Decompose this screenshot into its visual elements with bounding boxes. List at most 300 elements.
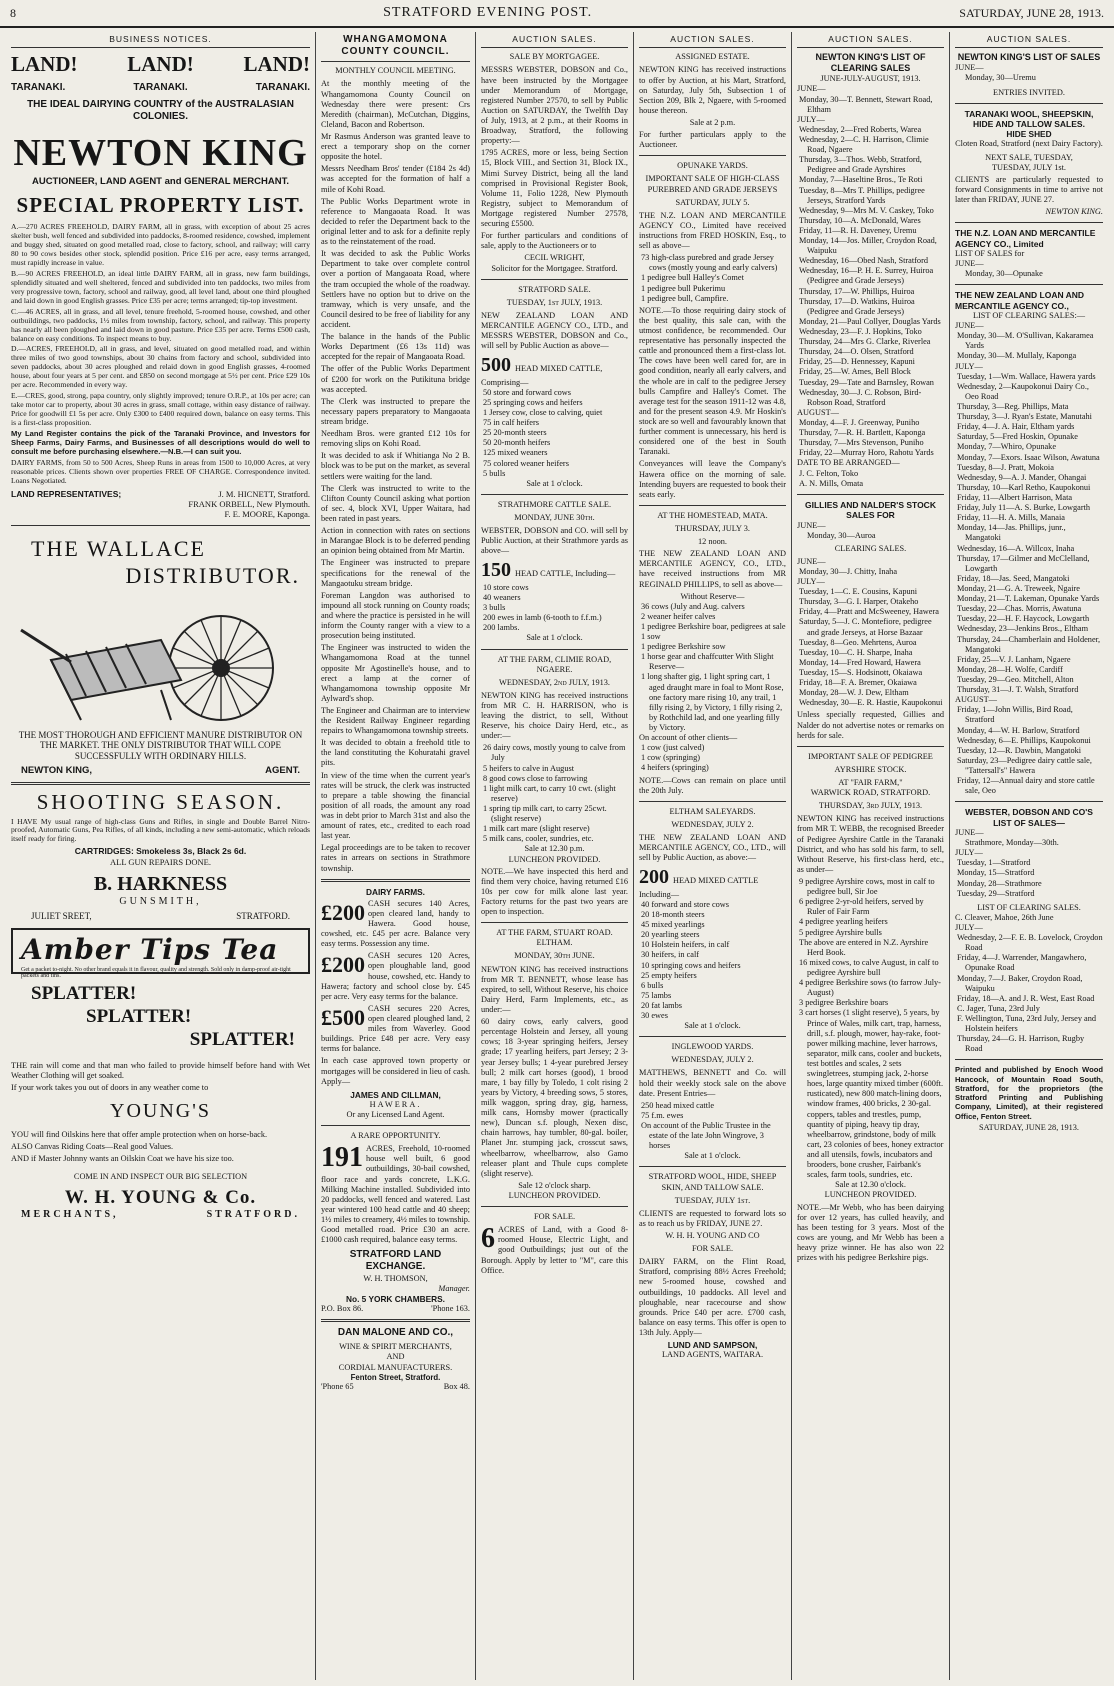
head-cattle: HEAD CATTLE, Including— <box>515 569 616 579</box>
mortgage-further: For further particulars and conditions of sale, apply to the Auctioneers or to <box>481 231 628 251</box>
sale-entry: Monday, 14—Jos. Miller, Croydon Road, Waipuku <box>799 236 937 256</box>
splatter-word: SPLATTER! <box>189 1028 295 1050</box>
newton-king-name: NEWTON KING <box>13 131 308 174</box>
taranaki-word: TARANAKI. <box>133 81 188 93</box>
luncheon-provided: LUNCHEON PROVIDED. <box>508 1190 601 1200</box>
hawera-label: HAWERA. <box>369 1099 422 1109</box>
sale-entry: Monday, 28—Strathmore <box>957 878 1042 888</box>
amber-tea-brand: Amber Tips Tea <box>21 932 279 966</box>
clients-note: CLIENTS are requested to forward lots so as to reach us by FRIDAY, JUNE 27. <box>639 1208 786 1228</box>
wallace-agent <box>21 765 300 777</box>
sale-entry: Friday, 4—Pratt and McSweeney, Hawera <box>799 607 939 617</box>
list-item: 4 pedigree Berkshire sows (to farrow July-August) <box>799 978 941 998</box>
cow-list <box>639 743 786 773</box>
amber-tips-tea-ad <box>11 928 310 980</box>
arranged-sales <box>797 469 944 489</box>
shooting-text: I HAVE My usual range of high-class Guns and Rifles, in single and Double Barrel Nitro-proofed, Automatic Guns, Pea Rifles, of all kinds, including a new semi-automatic, which reloads itself ready for firing. <box>11 816 310 844</box>
dairy-farm-ads <box>321 899 470 1055</box>
entries-invited: ENTRIES INVITED. <box>993 87 1065 97</box>
cordial-manufacturers: CORDIAL MANUFACTURERS. <box>338 1362 453 1372</box>
taranaki-wool-sales: TARANAKI WOOL, SHEEPSKIN, HIDE AND TALLOW SALES. <box>964 108 1094 130</box>
sale-entry: Thursday, 24—Chamberlain and Holdener, Mangatoki <box>957 634 1101 654</box>
month-label: JULY— <box>955 361 983 371</box>
land-banner <box>11 52 310 78</box>
council-paragraph: It was decided to ask if Whitianga No 2 B. block was to be put on the market, as several settlers were waiting for the land. <box>321 451 470 481</box>
nz-loan-text: THE NEW ZEALAND LOAN AND MERCANTILE AGENCY, CO., LTD., have received instructions from MR REGINALD PHILLIPS, to sell as above— <box>639 549 786 589</box>
sale-entry: Friday, 11—H. A. Mills, Manaia <box>957 513 1065 523</box>
sale-entry: Friday, 11—R. H. Daveney, Uremu <box>799 225 917 235</box>
splatter-word: SPLATTER! <box>31 982 137 1004</box>
list-item: 75 lambs <box>641 990 672 1000</box>
sale-entry: Wednesday, 2—Kaupokonui Dairy Co., Oeo Road <box>957 381 1089 401</box>
dairy-farms-heading: DAIRY FARMS. <box>365 886 425 897</box>
young-and-co: W. H. H. YOUNG AND CO <box>665 1231 760 1241</box>
sale-entry: Monday, 30—J. Chitty, Inaha <box>799 566 898 576</box>
agent-name: NEWTON KING, <box>21 765 93 777</box>
webster-dobson-text: WEBSTER, DOBSON and CO. will sell by Public Auction, at their Strathmore yards as above— <box>481 526 628 556</box>
nz-loan-heading: THE NEW ZEALAND LOAN AND MERCANTILE AGENCY CO., <box>955 290 1085 311</box>
column-heading: AUCTION SALES. <box>955 32 1103 48</box>
list-item: 3 bulls <box>483 603 506 613</box>
nz-loan-text: THE NEW ZEALAND LOAN AND MERCANTILE AGENCY, CO., LTD., will sell by Public Auction, as above:— <box>639 833 786 863</box>
council-paragraph: The Engineer was instructed to widen the Whangamomona Road at the tunnel opposite Mr Agostinelle's house, and to erect a lamp at the corner of Whangamomona township opposite Mr Aylward's shop. <box>321 643 470 703</box>
webb-note: NOTE.—Mr Webb, who has been dairying for over 12 years, has culled heavily, and has been testing for 3 years. Most of the cows are young, and Mr Webb has been a heavy prize winner. He has also won 22 prizes with his pedigree Berkshire pigs. <box>797 1202 944 1263</box>
list-item: 45 mixed yearlings <box>641 920 705 930</box>
sale-entry: Tuesday, 15—S. Hodsinott, Okaiawa <box>799 668 923 678</box>
sale-entry: Monday, 28—H. Wolfe, Cardiff <box>957 664 1063 674</box>
amber-tea-tagline: Get a packet to-night. No other brand equals it in flavour, quality and strength. Sold only in damp-proof air-tight packets and tins. <box>21 966 291 980</box>
rep-name: FRANK ORBELL, New Plymouth. <box>188 499 310 510</box>
council-subheading: MONTHLY COUNCIL MEETING. <box>335 66 456 76</box>
ad-text: CASH secures 120 Acres, open ploughable land, good house, cowshed, etc. Handy to Hawera; factory and school close by. £45 per acre. Very easy terms for the balance. <box>321 951 470 1001</box>
list-item: 3 pedigree Berkshire boars <box>799 998 889 1008</box>
sale-entry: Monday, 7—J. Baker, Croydon Road, Waipuku <box>957 973 1083 993</box>
list-item: 3 cart horses (1 slight reserve), 5 years, by Prince of Wales, milk cart, trap, harness, drill, s.f. plough, mower, hay-rake, foot-power milking machine, lever harrows, separator, milk cans, cooler and buckets, test bottles and scales, 2 sets swingletrees, stumping jack, 2-horse hoes, large quantity mixed timber (600ft. rusticated), new 800 match-lining doors, window frames, 400 bricks, 2 30-gal. coppers, tables and trestles, pump, quantity of piping, heavy tip dray, wheelbarrow, grindstone, body of milk cart, 23 colonies of bees, honey extractor and all utensils, fowls, incubators and brooders, bone crusher, Fairbank's scales, farm tools, sundries, etc. <box>799 1008 944 1180</box>
head-count: 150 <box>481 559 511 582</box>
sale-entry: J. C. Felton, Toko <box>799 468 859 478</box>
list-item: 1 sow <box>641 632 661 642</box>
sale-entry: Thursday, 3—Thos. Webb, Stratford, Pedigree and Grade Ayrshires <box>799 155 922 175</box>
list-item: 1 pedigree bull, Campfire. <box>641 293 729 303</box>
sale-time: Sale at 1 o'clock. <box>684 1151 741 1161</box>
council-paragraph: Legal proceedings are to be taken to recover rates in arrears on sections in Strathmore township. <box>321 843 470 873</box>
column-heading: AUCTION SALES. <box>639 32 786 48</box>
property-item: C.—46 ACRES, all in grass, and all level, tenure freehold, 5-roomed house, cowshed, and other outbuildings, two paddocks, 1½ miles from township, factory, school, and railway. This property has nearly all been ploughed and laid down in good pasture. Price £35 per acre. Terms £500 cash, balance on easy conditions. To inspect means to buy. <box>11 306 310 343</box>
list-item: 1 Jersey cow, close to calving, quiet <box>483 408 603 418</box>
young-paragraph: AND if Master Johnny wants an Oilskin Coat we have his size too. <box>11 1154 234 1164</box>
month-label: JUNE— <box>955 63 984 73</box>
clearing-july <box>955 372 1103 696</box>
property-item: B.—90 ACRES FREEHOLD, an ideal little DAIRY FARM, all in grass, new farm buildings, splendidly situated and well sheltered, fenced and subdivided into ten paddocks, two miles from very progressive town, factory, school and railway, good, all level land, about one third ploughed and laid down in good English grasses. Price £35 per acre; terms arranged; tip-top investment. <box>11 268 310 305</box>
list-item: 6 pedigree 2-yr-old heifers, served by Ruler of Fair Farm <box>799 897 924 917</box>
cash-amount: £500 <box>321 1004 365 1030</box>
list-item: 5 heifers to calve in August <box>483 763 575 773</box>
sale-date: TUESDAY, JULY 1st. <box>674 1195 751 1205</box>
licensed-agent: Or any Licensed Land Agent. <box>346 1109 445 1119</box>
sale-entry: Saturday, 23—Pedigree dairy cattle sale, "Tattersall's" Hawera <box>957 755 1092 775</box>
sale-entry: Tuesday, 29—Geo. Mitchell, Alton <box>957 674 1074 684</box>
taranaki-banner <box>11 82 310 94</box>
sale-entry: Wednesday, 23—F. J. Hopkins, Toko <box>799 327 922 337</box>
list-item: 25 20-month steers <box>483 428 547 438</box>
wh-young-name: W. H. YOUNG & Co. <box>64 1187 257 1209</box>
fenton-street: Fenton Street, Stratford. <box>350 1372 441 1382</box>
list-item: 10 springing cows and heifers <box>641 960 741 970</box>
column-business-notices <box>6 32 316 1680</box>
month-label: JUNE— <box>955 321 984 331</box>
sale-entry: Tuesday, 22—Chas. Morris, Awatuna <box>957 604 1082 614</box>
clearing-sales: LIST OF CLEARING SALES:— <box>972 311 1086 321</box>
list-item: 6 bulls <box>641 980 664 990</box>
sale-entry: Thursday, 7—Mrs Stevenson, Puniho <box>799 438 924 448</box>
sale-entry: Friday, 18—F. A. Bremer, Okaiawa <box>799 678 917 688</box>
sale-date: WEDNESDAY, JULY 2. <box>671 819 754 829</box>
jersey-list <box>639 253 786 304</box>
conveyance-note: Conveyances will leave the Company's Hawera office on the morning of sale. Intending buyers are requested to book their seats early. <box>639 459 786 499</box>
gillies-nalder: GILLIES AND NALDER'S STOCK SALES FOR <box>805 499 936 521</box>
head-count: 200 <box>639 866 669 889</box>
sale-entry: Monday, 30—M. Mullaly, Kaponga <box>957 351 1077 361</box>
land-word: LAND! <box>127 52 194 77</box>
list-item: 250 head mixed cattle <box>641 1100 715 1110</box>
shooting-season-title: SHOOTING SEASON. <box>36 789 285 814</box>
climie-road-sale: AT THE FARM, CLIMIE ROAD, NGAERE. <box>497 654 612 674</box>
james-cillman: JAMES AND CILLMAN, <box>350 1089 441 1100</box>
solicitor-label: Solicitor for the Mortgagee. Stratford. <box>491 263 618 273</box>
entries-list <box>639 1101 786 1152</box>
harkness-name: B. HARKNESS <box>93 873 228 896</box>
council-paragraph: The Public Works Department wrote in reference to Mangaoata Road. It was decided to refer the Department back to the original letter and to ask for a definite reply as to the reinstatement of the road. <box>321 196 470 247</box>
sale-entry: Monday, 7—Exors. Isaac Wilson, Awatuna <box>957 452 1100 462</box>
land-exchange: STRATFORD LAND EXCHANGE. <box>349 1249 442 1273</box>
property-item: D.—ACRES, FREEHOLD, all in grass, and level, situated on good metalled road, and within three miles of two good townships, about 30 chains from factory and school, subdivided into seven paddocks, about 30 acres ploughed and relaid down in good English grasses, 4-roomed house, about four years at 5 per cent. and £850 on second mortgage at 5½ per cent. Price £29 10s per acre. Recommended in every way. <box>11 344 310 390</box>
auctioneer-line: AUCTIONEER, LAND AGENT and GENERAL MERCHANT. <box>31 175 290 187</box>
list-item: 30 heifers, in calf <box>641 950 700 960</box>
sale-entry: Thursday, 10—A. McDonald, Wares <box>799 215 921 225</box>
sale-date: THURSDAY, 3rd JULY, 1913. <box>818 801 923 811</box>
wine-merchants: WINE & SPIRIT MERCHANTS, <box>339 1342 452 1352</box>
stuart-text: NEWTON KING has received instructions from MR T. BENNETT, whose lease has expired, to sell, Without Reserve, his choice Dairy Herd, Farm Implements, etc., as under:— <box>481 964 628 1014</box>
sale-entry: Monday, 30—Uremu <box>965 73 1036 83</box>
council-paragraph: The offer of the Public Works Department of £200 for work on the Putikituna bridge was accepted. <box>321 364 470 394</box>
splatter-word: SPLATTER! <box>86 1005 192 1027</box>
sale-entry: Monday, 21—G. A. Treweek, Ngaire <box>957 583 1080 593</box>
clearing-june <box>955 331 1103 361</box>
sale-entry: Monday, 28—W. J. Dew, Eltham <box>799 688 909 698</box>
list-item: 75 f.m. ewes <box>641 1110 684 1120</box>
sale-date: WEDNESDAY, 2nd JULY, 1913. <box>499 677 610 687</box>
gillies-note: Unless specially requested, Gillies and Nalder do not advertise notes or remarks on herds for sale. <box>797 710 944 740</box>
column-auction-sales-4 <box>950 32 1108 1680</box>
list-item: 25 springing cows and heifers <box>483 397 583 407</box>
list-item: 4 heifers (springing) <box>641 763 709 773</box>
dairy-ad <box>321 899 470 950</box>
list-item: 1 cow (springing) <box>641 753 700 763</box>
property-list <box>11 223 310 486</box>
merchants-label: MERCHANTS, <box>21 1209 119 1221</box>
rare-text: ACRES, Freehold, 10-roomed house well built, 6 good outbuildings, 30-bail cowshed, floor race and yards concrete, L.K.G. Milking Machine installed. Subdivided into 20 paddocks, well fenced and watered. Last year wintered 100 head cattle and 40 sheep; 1½ miles to creamery, 4½ miles to township. Good metalled road. Price £30 an acre. £1000 cash required, balance easy terms. <box>321 1144 471 1245</box>
land-agents-waitara: LAND AGENTS, WAITARA. <box>661 1350 764 1360</box>
list-item: 200 ewes in lamb (6-tooth to f.f.m.) <box>483 613 602 623</box>
inglewood-yards: INGLEWOOD YARDS. <box>671 1042 754 1052</box>
sale-entry: Monday, 30—T. Bennett, Stewart Road, Eltham <box>799 94 933 114</box>
sale-entry: Tuesday, 8—Mrs T. Phillips, pedigree Jerseys, Stratford Yards <box>799 185 925 205</box>
council-paragraph: The balance in the hands of the Public Works Department (£6 13s 11d) was accepted for the repair of Mangaoata Road. <box>321 332 470 362</box>
webb-text: NEWTON KING has received instructions from MR T. WEBB, the recognised Breeder of Pedigree Ayrshire Cattle in the Taranaki District, and who has sold his farm, to sell, Without Reserve, his first-class herd, etc., as under— <box>797 814 944 874</box>
list-item: 1 long shafter gig, 1 light spring cart, 1 aged draught mare in foal to Mont Rose, one factory mare rising 10, any trail, 1 filly rising 2, by Victory, 1 filly rising 2, by Rothchild lad, and one yearling filly by Victory. <box>641 672 784 733</box>
list-item: 36 cows (July and Aug. calvers <box>641 601 745 611</box>
list-item: 20 yearling steers <box>641 930 700 940</box>
land-register: My Land Register contains the pick of the Taranaki Province, and Investors for Sheep Farms, Dairy Farms, and Businesses of all descriptions would do well to consult me before purchasing elsewhere.—N.B.—I can suit you. <box>11 429 310 456</box>
council-paragraph: Foreman Langdon was authorised to impound all stock running on County roads; and where the practice is persisted in he will inform the County ranger with a view to a prosecution being instituted. <box>321 590 470 641</box>
land-representatives <box>11 489 310 520</box>
ad-text: CASH secures 140 Acres, open cleared land, handy to Hawera. Good house, cowshed, etc. £45 per acre. Balance very easy terms. Possession any time. <box>321 898 470 949</box>
sale-entry: Wednesday, 2—Fred Roberts, Warea <box>799 124 922 134</box>
without-reserve: Without Reserve— <box>680 591 745 601</box>
sale-time: Sale at 1 o'clock. <box>684 1021 741 1031</box>
sale-entry: Friday, 1—John Willis, Bird Road, Stratford <box>957 705 1073 725</box>
phone-number: 'Phone 163. <box>431 1304 470 1313</box>
sale-entry: Friday, 18—A. and J. R. West, East Road <box>957 993 1095 1003</box>
sale-entry: Monday, 21—Paul Collyer, Douglas Yards <box>799 316 941 326</box>
sale-entry: Tuesday, 1—C. E. Cousins, Kapuni <box>799 587 918 597</box>
sale-entry: Tuesday, 22—H. F. Haycock, Lowgarth <box>957 614 1090 624</box>
list-item: 16 mixed cows, to calve August, in calf to pedigree Ayrshire bull <box>799 957 939 977</box>
cattle-list <box>481 388 628 479</box>
list-item: 20 18-month steers <box>641 909 705 919</box>
page-columns <box>6 32 1108 1680</box>
list-item: 1 pedigree Berkshire sow <box>641 642 726 652</box>
sale-entry: Friday, July 11—A. S. Burke, Lowgarth <box>957 503 1091 513</box>
sale-entry: Friday, 25—V. J. Lanham, Ngaere <box>957 654 1071 664</box>
reps-label: LAND REPRESENTATIVES; <box>11 488 122 499</box>
sale-time: Sale at 12.30 o'clock. <box>835 1180 906 1190</box>
clearing-july-b <box>955 933 1103 1054</box>
column-county-council <box>316 32 476 1680</box>
luncheon-provided: LUNCHEON PROVIDED. <box>508 854 601 864</box>
sale-entry: F. Wellington, Tuna, 23rd July, Jersey and Holstein heifers <box>957 1013 1097 1034</box>
further-particulars: For further particulars apply to the Auctioneer. <box>639 130 786 150</box>
sale-date: TUESDAY, JULY 1st. <box>991 162 1066 172</box>
column-heading: AUCTION SALES. <box>481 32 628 48</box>
po-box: Box 48. <box>443 1382 470 1392</box>
agent-label: AGENT. <box>265 765 300 777</box>
list-item: 1 milk cart mare (slight reserve) <box>483 824 590 834</box>
sale-entry: Monday, 30—M. O'Sullivan, Kakaramea Yards <box>957 331 1094 351</box>
repairs-line: ALL GUN REPAIRS DONE. <box>110 856 211 867</box>
other-clients: On account of other clients— <box>639 733 738 743</box>
sale-entry: Wednesday, 16—A. Willcox, Inaha <box>957 543 1075 553</box>
land-word: LAND! <box>11 52 78 77</box>
ad-text: CASH secures 220 Acres, open cleared ploughed land, 2 miles from Waverley. Good buildings. Price £48 per acre. Very easy terms for balance. <box>321 1003 470 1054</box>
cloten-road: Cloten Road, Stratford (next Dairy Factory). <box>955 139 1103 149</box>
sale-entry: Thursday, 24—O. Olsen, Stratford <box>799 347 914 357</box>
column-auction-sales-1 <box>476 32 634 1680</box>
list-item: 5 bulls <box>483 468 506 478</box>
list-item: 1 cow (just calved) <box>641 743 705 753</box>
sale-entry: Tuesday, 12—R. Dawbin, Mangatoki <box>957 745 1082 755</box>
ayrshire-list <box>797 877 944 1180</box>
list-item: 40 forward and store cows <box>641 899 730 909</box>
list-item: 1 spring tip milk cart, to carry 25cwt. (slight reserve) <box>483 804 607 824</box>
malone-name: DAN MALONE AND CO., <box>337 1327 454 1339</box>
month-label: JUNE— <box>797 520 826 530</box>
list-item: 30 ewes <box>641 1011 668 1021</box>
sale-entry: Monday, 7—Haseltine Bros., Te Roti <box>799 175 923 185</box>
sale-entry: C. Jager, Tuna, 23rd July <box>957 1003 1040 1013</box>
list-item: The above are entered in N.Z. Ayrshire Herd Book. <box>799 937 929 957</box>
sale-entry: Wednesday, 23—Jenkins Bros., Eltham <box>957 624 1089 634</box>
po-box: P.O. Box 86. <box>321 1304 364 1313</box>
cecil-wright: CECIL WRIGHT, <box>524 253 585 263</box>
list-item: 1 light milk cart, to carry 10 cwt. (slight reserve) <box>483 783 616 803</box>
jersey-note: NOTE.—To those requiring dairy stock of the best quality, this sale can, with the utmost confidence, be recommended. Our representative has personally inspected the cattle and pronounced them a first-class lot. The cows have been well cared for, are in good condition, nearly all early calvers, and the whole are in calf to the pedigree Jersey bulls Campfire and Halley's Comet. The average test for the season 1911-12 was 4.8, and for the present season 4.9. Mr Hoskin's stock are so well and favourably known that further comment is unnecessary, his herd is considered one of the best in South Taranaki. <box>639 305 786 457</box>
sale-entry: Thursday, 17—Gilmer and McClelland, Lowgarth <box>957 553 1090 573</box>
sale-date: MONDAY, JUNE 30th. <box>514 513 595 523</box>
imprint-date: SATURDAY, JUNE 28, 1913. <box>978 1122 1080 1132</box>
young-paragraph: YOU will find Oilskins here that offer ample protection when on horse-back. <box>11 1129 268 1139</box>
wallace-line: THE WALLACE <box>31 535 206 561</box>
young-paragraph: THE rain will come and that man who failed to provide himself before hand with Wet Weather Clothing will get soaked. <box>11 1061 310 1081</box>
address-line: JULIET SREET, <box>31 910 92 921</box>
sale-entry: Wednesday, 30—E. R. Hastie, Kaupokonui <box>799 698 943 708</box>
column-auction-sales-3 <box>792 32 950 1680</box>
list-item: 10 Holstein heifers, in calf <box>641 940 730 950</box>
sale-time: Sale at 2 p.m. <box>689 118 736 128</box>
head-count: 500 <box>481 354 511 377</box>
list-item: On account of the Public Trustee in the estate of the late John Wingrove, 3 horses <box>641 1121 771 1151</box>
cash-amount: £200 <box>321 899 365 925</box>
sale-entry: Wednesday, 2—F. E. B. Lovelock, Croydon Road <box>957 933 1103 953</box>
list-item: 8 good cows close to farrowing <box>483 773 588 783</box>
list-item: 20 fat lambs <box>641 1000 683 1010</box>
rep-name: F. E. MOORE, Kaponga. <box>224 509 310 520</box>
sale-entry: Friday, 11—Albert Harrison, Mata <box>957 492 1073 502</box>
matthews-text: MATTHEWS, BENNETT and Co. will hold their weekly stock sale on the above date. Present Entries— <box>639 1068 786 1098</box>
newspaper-title: STRATFORD EVENING POST. <box>383 5 593 20</box>
webster-dobson-sales: WEBSTER, DOBSON AND CO'S LIST OF SALES— <box>965 807 1093 828</box>
printed-by-imprint: Printed and published by Enoch Wood Hancock, of Mountain Road South, Stratford, for the proprietors (the Stratford Printing and Publishing Company, Limited), at their registered Office, Fenton Street. <box>955 1065 1103 1121</box>
date-to-arrange: DATE TO BE ARRANGED— <box>797 458 900 468</box>
opunake-yards: OPUNAKE YARDS. <box>677 161 748 171</box>
manure-distributor-illustration <box>11 590 309 730</box>
and-word: AND <box>386 1352 405 1362</box>
dairy-ad <box>321 951 470 1002</box>
sale-entry: Friday, 18—Jas. Seed, Mangatoki <box>957 573 1070 583</box>
sale-entry: Thursday, 24—G. H. Harrison, Rugby Road <box>957 1034 1085 1054</box>
rep-name: J. M. HICNETT, Stratford. <box>218 488 310 499</box>
head-mixed-cattle: HEAD MIXED CATTLE, Comprising— <box>481 364 603 387</box>
council-paragraph: Mr Rasmus Anderson was granted leave to erect a temporary shop on the corner opposite the hotel. <box>321 132 470 162</box>
homestead-mata: AT THE HOMESTEAD, MATA. <box>657 510 768 520</box>
stuart-list: 60 dairy cows, early calvers, good percentage Holstein and Jersey, all young cows; 18 3-year springing heifers, Jersey grade; 17 yearling heifers, part Jersey; 2 3-year Jersey bulls; 1 4-year purebred Jersey bull; 2 milk cart horses (good), 1 brood mare, 1 bay filly by Toledo, 1 colt rising 2 years by Victory, 4 breeding sows, 5 stores, milk waggon, spring dray, gig, harness, milk cans, Hornsby mower (practically new), Duncan s.f. plough, Nexen disc, chain harrows, hay tumbler, 80-gal. boiler, Planet Jnr. stumping jack, crosscut saws, wheelbarrow, wheelbarrow, also Gamo releaser plant and Thule cups complete (slight reserve). <box>481 1017 628 1178</box>
list-item: 2 weaner heifer calves <box>641 611 716 621</box>
wallace-title <box>11 536 310 590</box>
month-label: JUNE— <box>797 84 826 94</box>
cows-note: NOTE.—Cows can remain on place until the 20th July. <box>639 775 786 795</box>
sale-time: Sale 12 o'clock sharp. <box>518 1180 591 1190</box>
newton-king-sales: NEWTON KING'S LIST OF SALES <box>957 52 1101 63</box>
month-label: AUGUST— <box>955 695 997 705</box>
taranaki-word: TARANAKI. <box>255 81 310 93</box>
sale-entry: A. N. Mills, Omata <box>799 478 864 488</box>
stratford-sale: STRATFORD SALE. <box>518 284 591 294</box>
clearing-august <box>955 705 1103 796</box>
sale-entry: Thursday, 3—J. Ryan's Estate, Manutahi <box>957 412 1092 422</box>
come-in-line: COME IN AND INSPECT OUR BIG SELECTION <box>73 1172 248 1182</box>
list-item: 25 empty heifers <box>641 970 697 980</box>
cattle-list <box>639 900 786 1021</box>
wool-sale: STRATFORD WOOL, HIDE, SHEEP SKIN, AND TALLOW SALE. <box>648 1172 777 1192</box>
month-label: JULY— <box>797 114 825 124</box>
luncheon-provided: LUNCHEON PROVIDED. <box>824 1190 917 1200</box>
webster-july <box>955 858 1103 898</box>
nz-loan-text: NEW ZEALAND LOAN AND MERCANTILE AGENCY CO., LTD., and MESSRS WEBSTER, DOBSON and Co., will sell by Public Auction as above— <box>481 310 628 351</box>
sale-entry: Wednesday, 30—J. C. Robson, Bird-Robson Road, Stratford <box>799 387 922 407</box>
merchants-town: STRATFORD. <box>206 1209 300 1221</box>
month-label: AUGUST— <box>797 407 839 417</box>
list-item: 200 lambs. <box>483 623 520 633</box>
sale-entry: Thursday, 17—D. Watkins, Huiroa (Pedigree and Grade Jerseys) <box>799 296 915 316</box>
sale-time: Sale at 1 o'clock. <box>526 478 583 488</box>
clearing-sales: CLEARING SALES. <box>834 543 907 553</box>
council-paragraph: The Engineer and Chairman are to interview the Resident Railway Engineer regarding repairs to Whangamomona township streets. <box>321 705 470 736</box>
list-item: 1 pedigree bull Pukerimu <box>641 283 726 293</box>
sale-entry: Tuesday, 1—Stratford <box>957 858 1031 868</box>
phone-number: 'Phone 65 <box>321 1382 354 1392</box>
ayrshire-stock: AYRSHIRE STOCK. <box>834 764 907 774</box>
ideal-dairying: THE IDEAL DAIRYING COUNTRY of the AUSTRALASIAN COLONIES. <box>27 99 294 123</box>
sale-entry: Monday, 14—Fred Howard, Hawera <box>799 657 921 667</box>
council-paragraph: It was decided to obtain a freehold title to the land constituting the Kohuratahi gravel pits. <box>321 738 470 768</box>
list-item: 73 high-class purebred and grade Jersey cows (mostly young and early calvers) <box>641 253 778 273</box>
sale-entry: Wednesday, 16—Obed Nash, Stratford <box>799 256 928 266</box>
assigned-text: NEWTON KING has received instructions to offer by Auction, at his Mart, Stratford, on Saturday, July 5th, Subsection 1 of Section 209, Blk 2, Ngaere, with 5-roomed house thereon. <box>639 65 786 115</box>
herd-note: NOTE.—We have inspected this herd and find them very choice, having returned £16 10s per cow for milk alone last year. Factory returns for the past two years are open to inspection. <box>481 866 628 917</box>
council-paragraph: Action in connection with rates on sections in Marangae Block is to be deferred pending an opinion being obtained from Mr Martin. <box>321 526 470 556</box>
july-sales <box>797 125 944 408</box>
list-item: 75 in calf heifers <box>483 418 539 428</box>
council-paragraph: The Clerk was instructed to write to the Clifton County Council asking what portion of sec. 4, block XVI, Upper Waitara, had been rated in past years. <box>321 483 470 523</box>
sale-entry: Thursday, 3—G. I. Harper, Otakeho <box>799 597 919 607</box>
month-label: JULY— <box>955 848 983 858</box>
next-sale: NEXT SALE, TUESDAY, <box>985 152 1073 162</box>
herd-list <box>481 743 628 844</box>
exchange-note: In each case approved town property or mortgages will be considered in lieu of cash. Apply— <box>321 1056 470 1086</box>
sale-entry: Friday, 25—D. Hennessey, Kapuni <box>799 357 915 367</box>
harkness-address <box>31 911 290 922</box>
exchange-contact <box>321 1304 470 1314</box>
sale-entry: Friday, 4—J. Warrender, Mangawhero, Opunake Road <box>957 953 1087 973</box>
period-line: JUNE-JULY-AUGUST, 1913. <box>820 74 921 84</box>
sale-entry: Monday, 15—Stratford <box>957 868 1035 878</box>
list-item: 75 colored weaner heifers <box>483 458 569 468</box>
acres-number: 6 <box>481 1223 495 1255</box>
sale-date: WEDNESDAY, JULY 2. <box>671 1055 754 1065</box>
issue-date: SATURDAY, JUNE 28, 1913. <box>959 5 1104 20</box>
dairy-farms-note: DAIRY FARMS, from 50 to 500 Acres, Sheep Runs in areas from 1500 to 10,000 Acres, at very reasonable prices. Clients shown over properties FREE OF CHARGE. Correspondence invited. Loans Negotiated. <box>11 457 310 485</box>
fair-farm: AT "FAIR FARM," <box>838 778 903 788</box>
sale-entry: Tuesday, 29—Stratford <box>957 888 1035 898</box>
acres-text: ACRES of Land, with a Good 8-roomed House, Electric Light, and good Outbuildings; just out of the Borough. Apply by letter to "M", care this Office. <box>481 1225 628 1275</box>
council-paragraph: Messrs Needham Bros' tender (£184 2s 4d) was accepted for the formation of half a mile of Kohi Road. <box>321 164 470 194</box>
young-merchants <box>21 1209 300 1221</box>
council-paragraph: In view of the time when the current year's rates will be struck, the clerk was instructed to prepare a table showing the financial position of all roads, the amount any road was in debt prior to March 31st and also the amount of rates, etc., credited to each road last year. <box>321 770 470 841</box>
sale-entry: Friday, 22—Murray Horo, Rahotu Yards <box>799 448 934 458</box>
column-heading: AUCTION SALES. <box>797 32 944 48</box>
list-item: 50 store and forward cows <box>483 387 572 397</box>
nz-loan-text: THE N.Z. LOAN AND MERCANTILE AGENCY CO., Limited have received instructions from FRED HOSKIN, Esq., to sell as above— <box>639 210 786 251</box>
